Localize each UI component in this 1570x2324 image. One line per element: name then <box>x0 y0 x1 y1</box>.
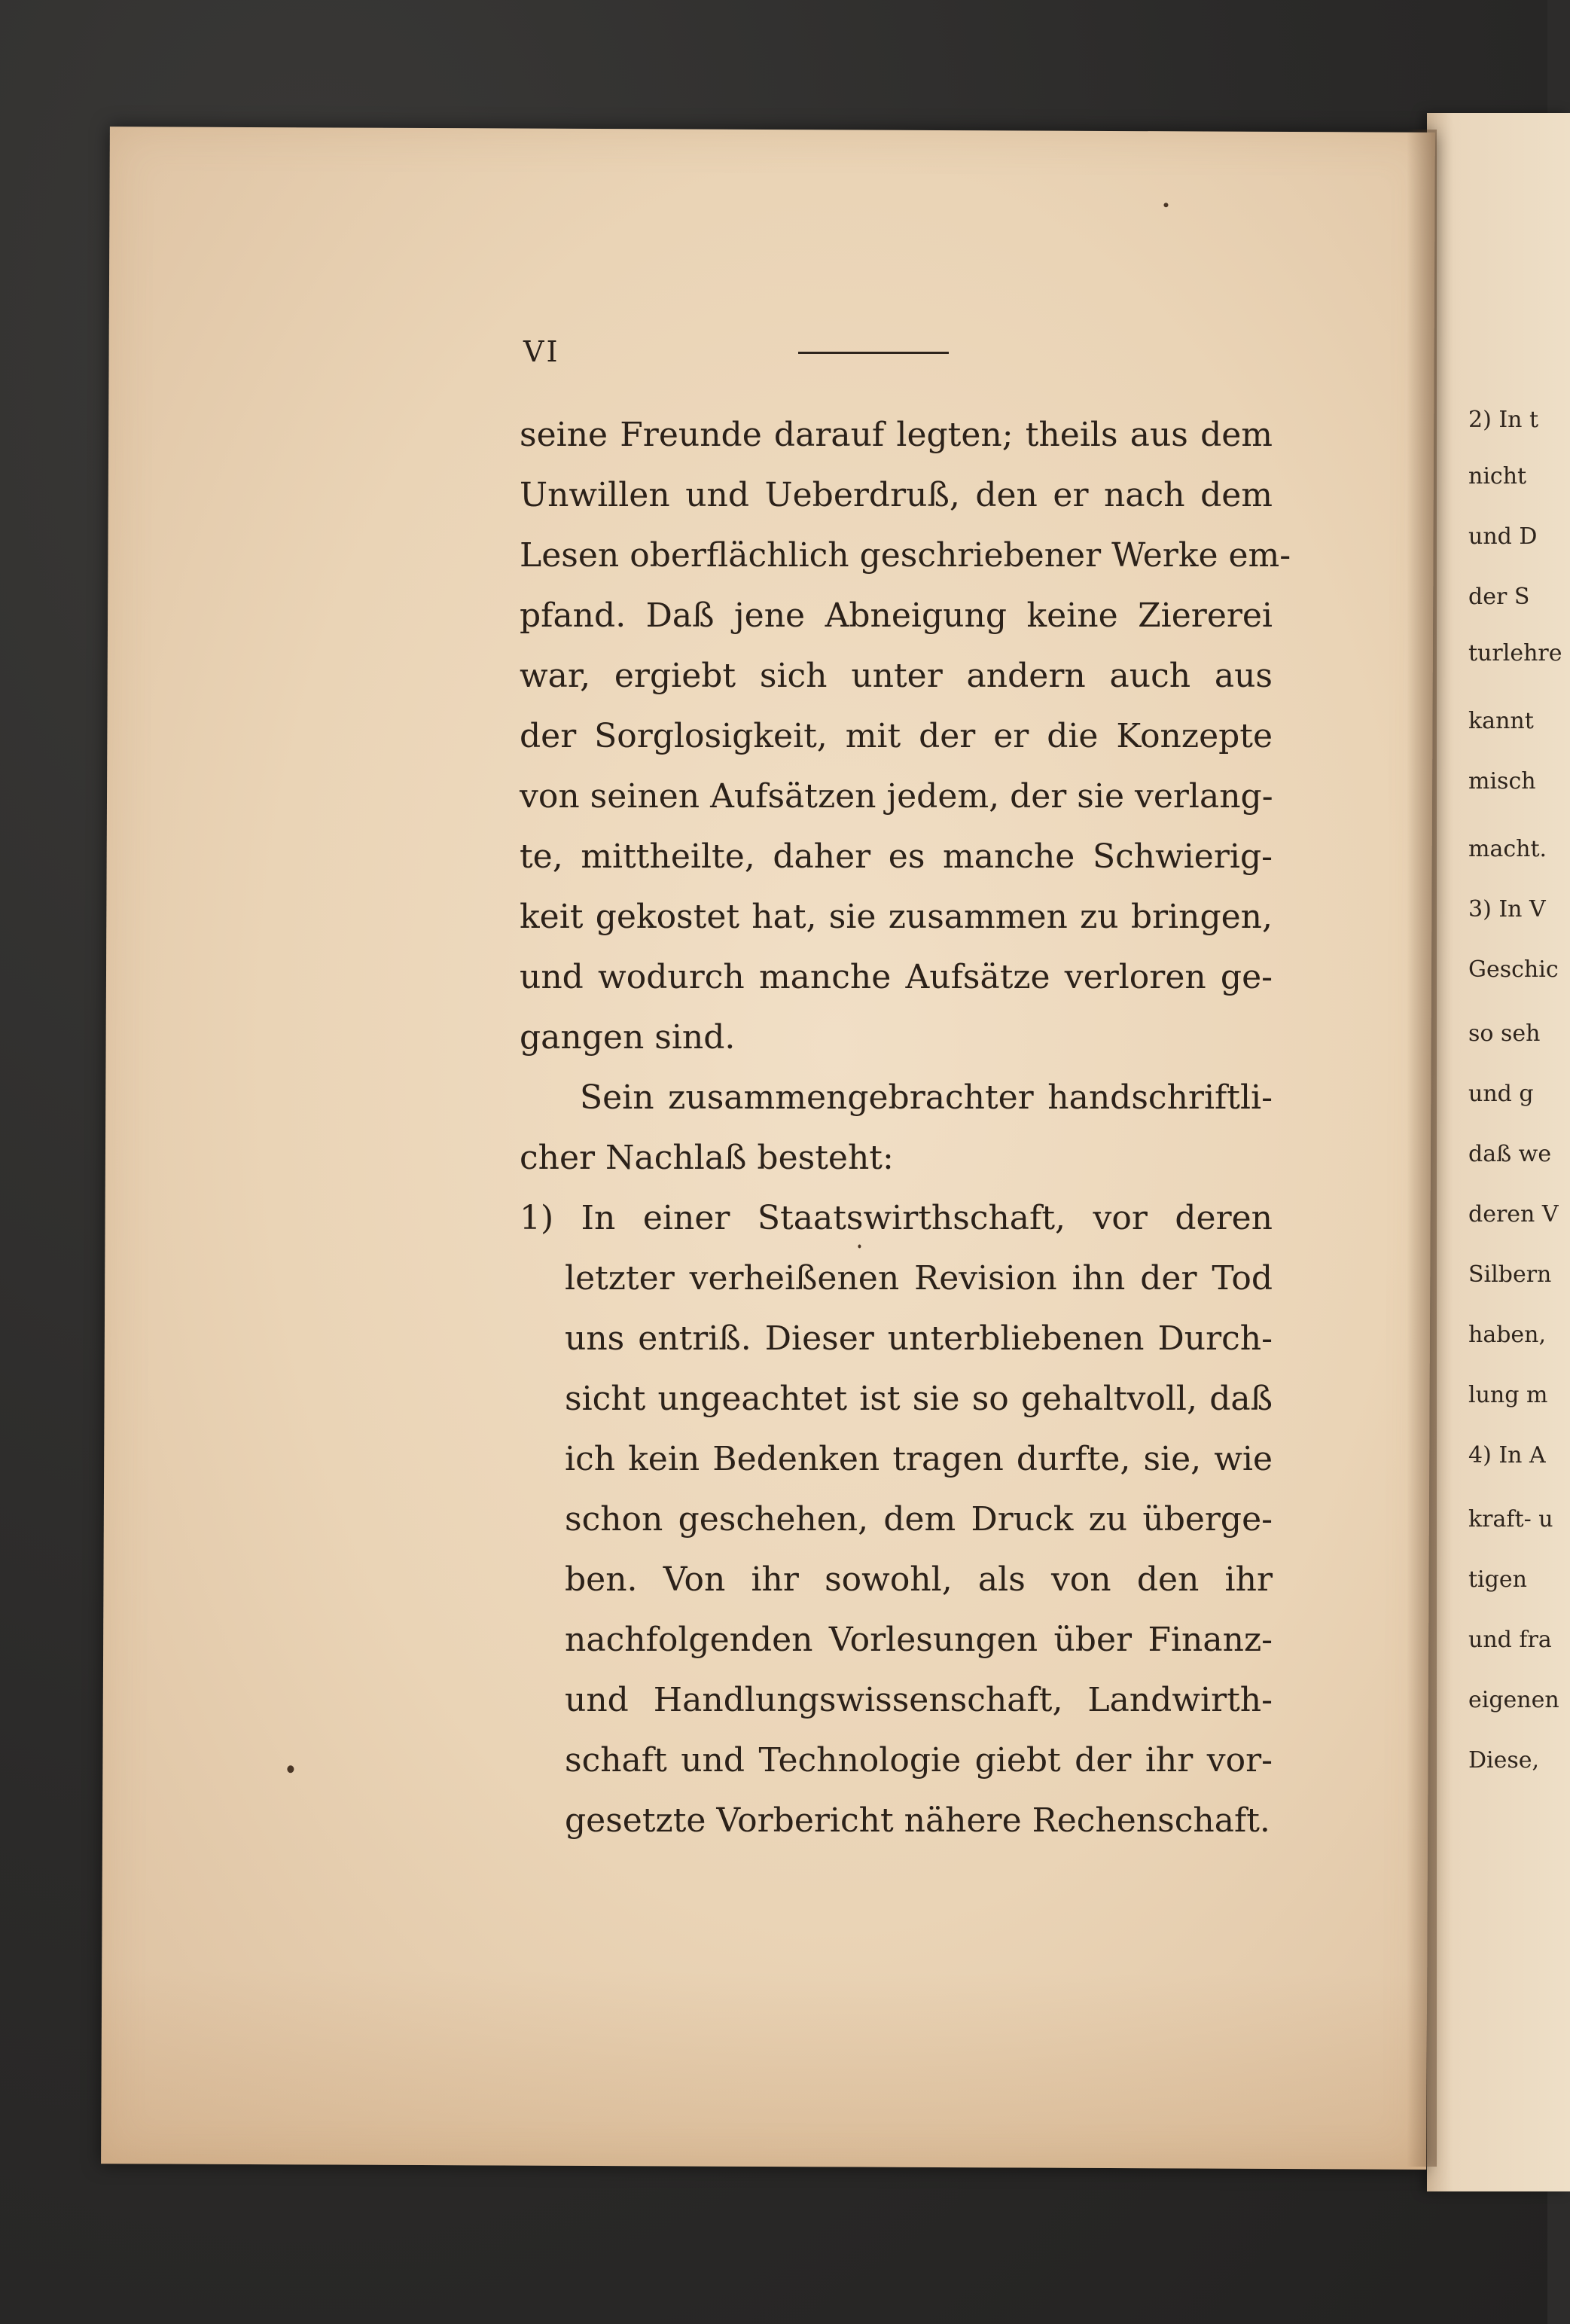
text-line: te, mittheilte, daher es manche Schwierig- <box>520 837 1273 876</box>
gutter-shadow <box>1407 130 1437 2167</box>
next-page-line: macht. <box>1468 836 1547 862</box>
next-page-line: haben, <box>1468 1322 1547 1348</box>
next-page-line: nicht <box>1468 463 1527 490</box>
next-page-line: der S <box>1468 584 1530 610</box>
next-page-line: tigen <box>1468 1566 1527 1593</box>
text-line: Sein zusammengebrachter handschriftli- <box>580 1078 1273 1117</box>
list-item-line: letzter verheißenen Revision ihn der Tod <box>565 1259 1273 1298</box>
paper-speck <box>1163 203 1168 207</box>
list-item-line: uns entriß. Dieser unterbliebenen Durch- <box>565 1319 1273 1358</box>
next-page-line: 4) In A <box>1468 1442 1546 1469</box>
running-header <box>523 335 953 368</box>
next-page-line: Silbern <box>1468 1261 1552 1288</box>
list-item-line: nachfolgenden Vorlesungen über Finanz- <box>565 1621 1273 1659</box>
next-page-line: Geschic <box>1468 956 1559 983</box>
next-page-line: turlehre <box>1468 640 1562 666</box>
next-page-line: eigenen <box>1468 1687 1559 1713</box>
next-page-line: misch <box>1468 768 1536 794</box>
list-item-line: 1) In einer Staatswirthschaft, vor deren <box>520 1199 1273 1237</box>
next-page-line: und g <box>1468 1081 1534 1107</box>
paper-speck <box>287 1765 294 1773</box>
list-item-line: und Handlungswissenschaft, Landwirth- <box>565 1681 1273 1719</box>
list-item-line: gesetzte Vorbericht nähere Rechenschaft. <box>565 1801 1270 1840</box>
next-page-line: so seh <box>1468 1020 1541 1047</box>
header-rule <box>798 352 949 354</box>
page-number: VI <box>523 335 560 368</box>
text-line: keit gekostet hat, sie zusammen zu bringen, <box>520 898 1273 936</box>
text-line: war, ergiebt sich unter andern auch aus <box>520 657 1273 695</box>
next-page-line: deren V <box>1468 1201 1559 1228</box>
text-line: gangen sind. <box>520 1018 736 1057</box>
text-line: Lesen oberflächlich geschriebener Werke em- <box>520 536 1291 575</box>
next-page-line: Diese, <box>1468 1747 1540 1773</box>
next-page <box>1427 113 1570 2191</box>
next-page-line: 2) In t <box>1468 407 1539 433</box>
paper-speck <box>858 1245 861 1249</box>
text-line: Unwillen und Ueberdruß, den er nach dem <box>520 476 1273 514</box>
text-line: der Sorglosigkeit, mit der er die Konzepte <box>520 717 1273 755</box>
next-page-line: und D <box>1468 523 1538 550</box>
next-page-line: und fra <box>1468 1627 1552 1653</box>
text-line: seine Freunde darauf legten; theils aus dem <box>520 416 1273 454</box>
next-page-line: kraft- u <box>1468 1506 1553 1533</box>
text-line: und wodurch manche Aufsätze verloren ge- <box>520 958 1273 996</box>
next-page-line: daß we <box>1468 1141 1552 1167</box>
list-item-line: schon geschehen, dem Druck zu überge- <box>565 1500 1273 1539</box>
text-line: von seinen Aufsätzen jedem, der sie verlang- <box>520 777 1273 816</box>
list-item-line: ben. Von ihr sowohl, als von den ihr <box>565 1560 1273 1599</box>
next-page-line: lung m <box>1468 1382 1548 1408</box>
list-item-line: ich kein Bedenken tragen durfte, sie, wie <box>565 1440 1273 1478</box>
next-page-line: 3) In V <box>1468 896 1546 923</box>
list-item-line: sicht ungeachtet ist sie so gehaltvoll, daß <box>565 1380 1273 1418</box>
text-line: cher Nachlaß besteht: <box>520 1139 894 1177</box>
next-page-line: kannt <box>1468 708 1534 734</box>
list-item-line: schaft und Technologie giebt der ihr vor- <box>565 1741 1273 1780</box>
text-line: pfand. Daß jene Abneigung keine Ziererei <box>520 596 1273 635</box>
